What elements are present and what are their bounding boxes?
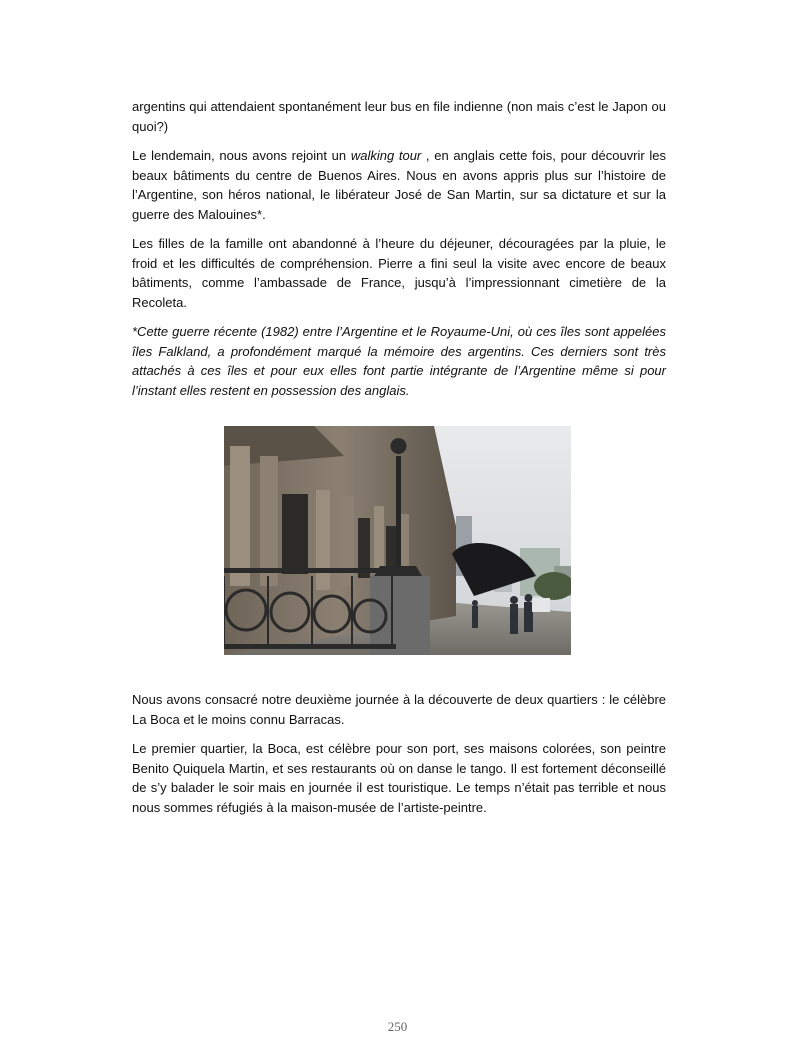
page-number: 250 xyxy=(387,1019,408,1034)
paragraph-2-end: , en anglais cette fois, pour découvrir les beaux bâtiments du centre de Buenos Aires. Nous en avons appris plus sur l’histoire de l’Argentine, son héros national, le libérateur José de San Martin, sur sa dictature et sur la guerre des Malouines*. xyxy=(132,148,667,222)
footnote: *Cette guerre récente (1982) entre l’Argentine et le Royaume-Uni, où ces îles sont appelées îles Falkland, a profondément marqué la mémoire des argentins. Ces derniers sont très attachés à ces îles et pour eux elles font partie intégrante de l’Argentine même si pour l’instant elles restent en possession des anglais. xyxy=(132,324,666,398)
paragraph-3: Les filles de la famille ont abandonné à l’heure du déjeuner, découragées par la pluie, le froid et les difficultés de compréhension. Pierre a fini seul la visite avec encore de beaux bâtiments, comme l’ambassade de France, jusqu’à l’impressionnant cimetière de la Recoleta. xyxy=(132,236,666,310)
paragraph-2 xyxy=(132,146,666,224)
paragraph-4: Nous avons consacré notre deuxième journée à la découverte de deux quartiers : le célèbre La Boca et le moins connu Barracas. xyxy=(132,692,666,727)
paragraph-2-start: Le lendemain, nous avons rejoint un xyxy=(132,148,351,163)
street-photo xyxy=(224,426,571,655)
text-block-bottom xyxy=(132,690,666,827)
text-block-top xyxy=(132,97,666,410)
paragraph-5: Le premier quartier, la Boca, est célèbre pour son port, ses maisons colorées, son peintre Benito Quiquela Martin, et ses restaurants où on danse le tango. Il est fortement déconseillé de s’y balader le soir mais en journée il est touristique. Le temps n’était pas terrible et nous nous sommes réfugiés à la maison-musée de l’artiste-peintre. xyxy=(132,741,666,815)
walking-tour-term: walking tour xyxy=(350,148,422,163)
paragraph-1: argentins qui attendaient spontanément leur bus en file indienne (non mais c’est le Japon ou quoi?) xyxy=(132,99,666,134)
